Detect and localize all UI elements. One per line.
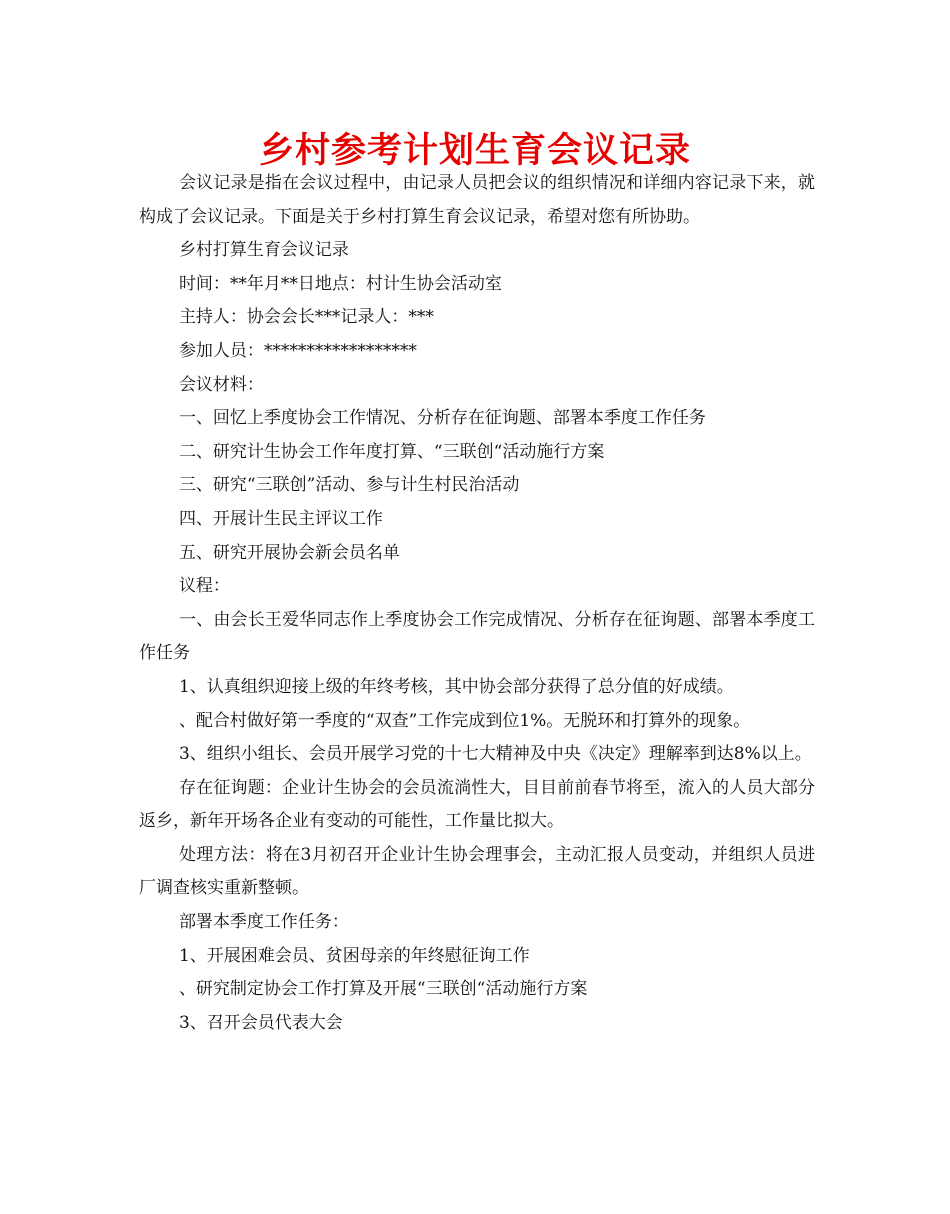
paragraph-time-location: 时间：**年月**日地点：村计生协会活动室: [178, 273, 502, 294]
paragraph-item-2: 、配合村做好第一季度的“双查”工作完成到位1%。无脱环和打算外的现象。: [178, 710, 751, 731]
paragraph-tasks-heading: 部署本季度工作任务：: [178, 912, 349, 933]
paragraph-material-2: 二、研究计生协会工作年度打算、“三联创“活动施行方案: [178, 441, 605, 462]
paragraph-agenda-1: 一、由会长王爱华同志作上季度协会工作完成情况、分析存在征询题、部署本季度工作任务: [139, 609, 815, 664]
paragraph-task-3: 3、召开会员代表大会: [178, 1012, 343, 1033]
paragraph-task-1: 1、开展困难会员、贫困母亲的年终慰征询工作: [178, 945, 530, 966]
paragraph-solution: 处理方法：将在3月初召开企业计生协会理事会，主动汇报人员变动，并组织人员进厂调查核实重新整顿。: [139, 844, 815, 899]
document-body: [139, 167, 815, 1040]
paragraph-host-recorder: 主持人：协会会长***记录人：***: [178, 307, 434, 328]
paragraph-item-1: 1、认真组织迎接上级的年终考核，其中协会部分获得了总分值的好成绩。: [178, 676, 734, 697]
document-title: 乡村参考计划生育会议记录: [258, 131, 691, 171]
paragraph-attendees: 参加人员：******************: [178, 340, 417, 361]
paragraph-problems: 存在征询题：企业计生协会的会员流淌性大，目目前前春节将至，流入的人员大部分返乡，新年开场各企业有变动的可能性，工作量比拟大。: [139, 777, 815, 832]
paragraph-material-3: 三、研究“三联创”活动、参与计生村民治活动: [178, 475, 520, 496]
paragraph-material-4: 四、开展计生民主评议工作: [178, 508, 383, 529]
paragraph-item-3: 3、组织小组长、会员开展学习党的十七大精神及中央《决定》理解率到达8%以上。: [178, 744, 812, 765]
paragraph-agenda-heading: 议程：: [178, 576, 230, 597]
paragraph-material-5: 五、研究开展协会新会员名单: [178, 542, 400, 563]
paragraph-intro: 会议记录是指在会议过程中，由记录人员把会议的组织情况和详细内容记录下来，就构成了会议记录。下面是关于乡村打算生育会议记录，希望对您有所协助。: [139, 173, 815, 227]
paragraph-subtitle: 乡村打算生育会议记录: [178, 240, 349, 261]
paragraph-task-2: 、研究制定协会工作打算及开展“三联创“活动施行方案: [178, 979, 588, 1000]
paragraph-materials-heading: 会议材料：: [178, 374, 264, 395]
paragraph-material-1: 一、回忆上季度协会工作情况、分析存在征询题、部署本季度工作任务: [178, 408, 706, 429]
